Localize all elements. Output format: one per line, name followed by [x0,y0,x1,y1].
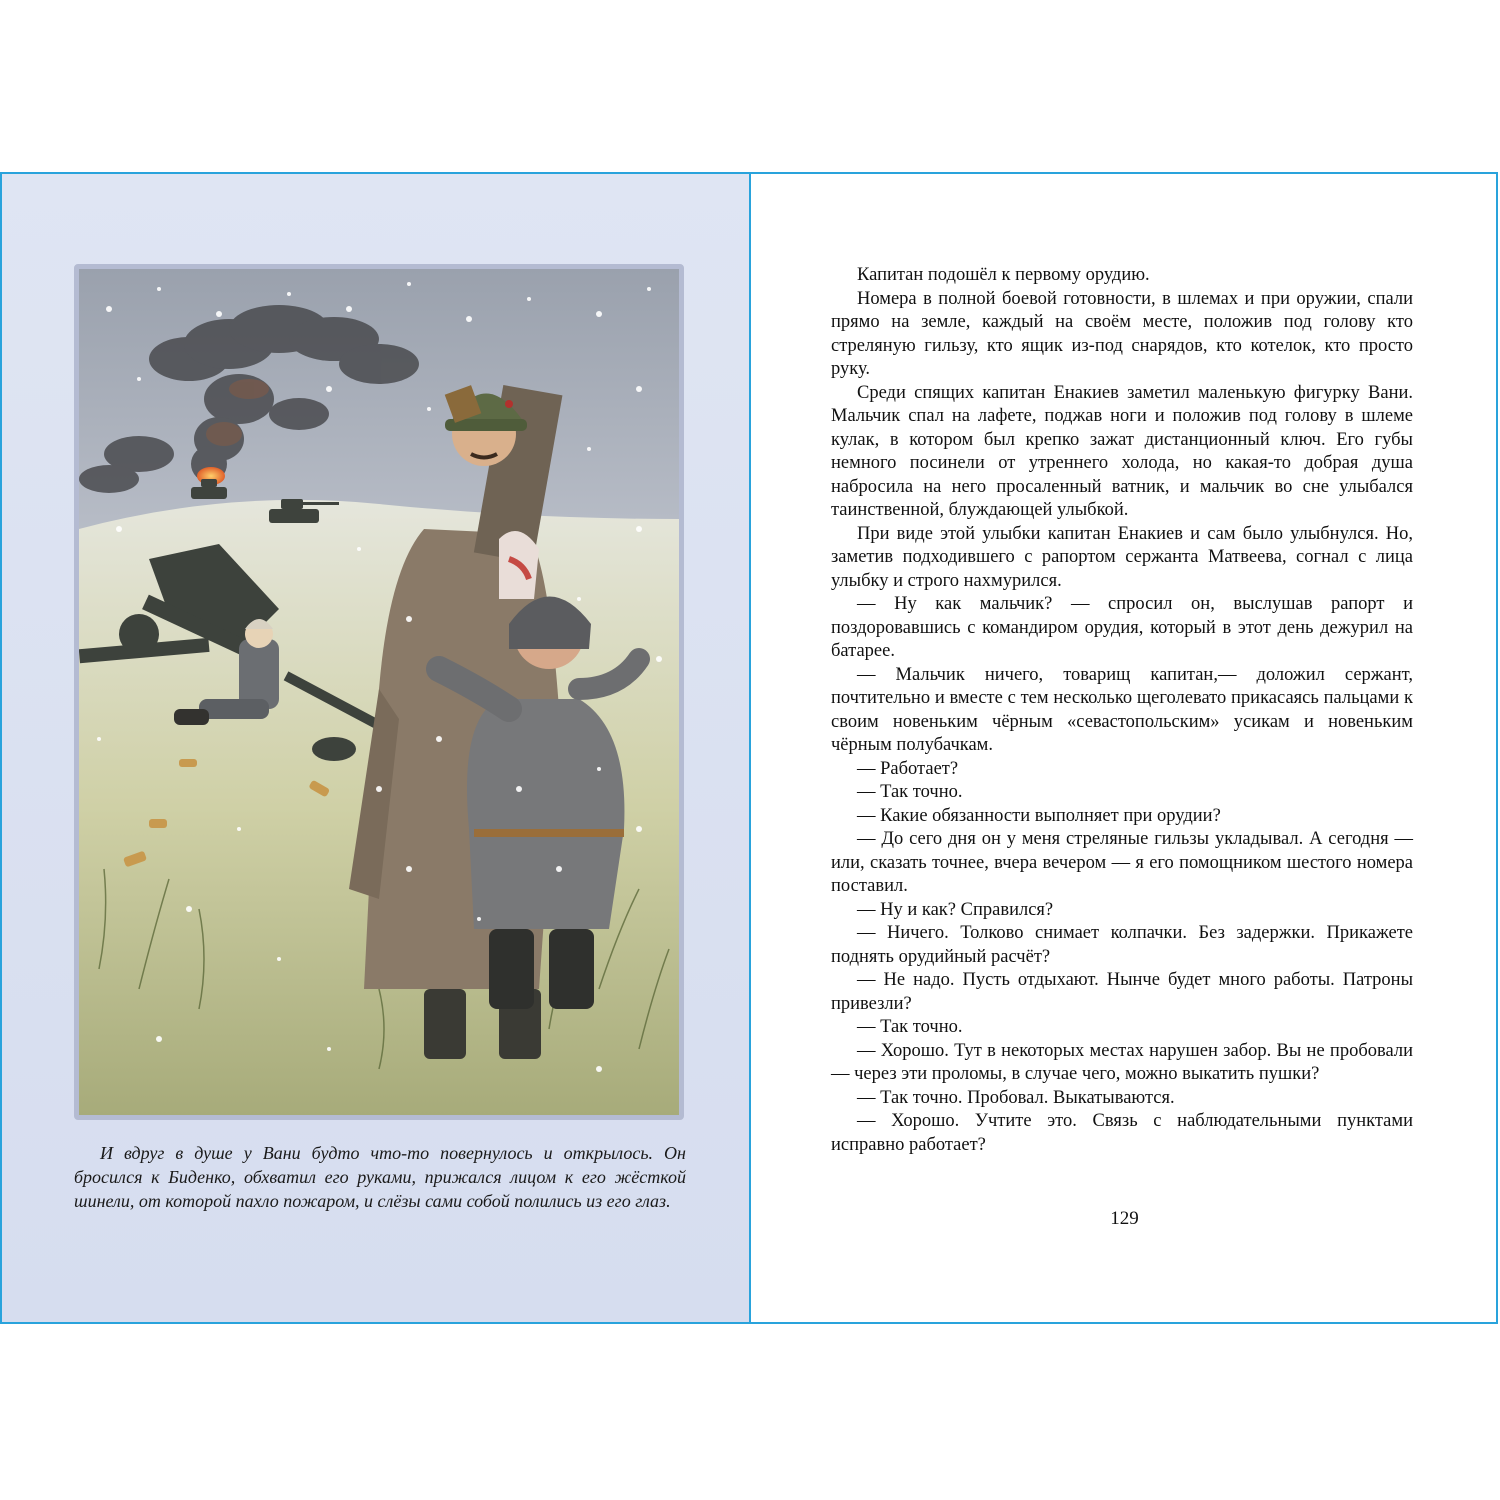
paragraph: — Ну и как? Справился? [857,899,1054,920]
paragraph: Капитан подошёл к первому орудию. [857,265,1150,285]
right-page [751,174,1498,1322]
page-number: 129 [1110,1208,1139,1229]
paragraph: — Мальчик ничего, товарищ капитан,— доложил сержант, почтительно и вместе с тем несколько щеголевато прикасаясь пальцами к своим новеньким чёрным «севастопольским» усикам и новеньким чёрным полубачкам. [831,664,1413,755]
paragraph: Номера в полной боевой готовности, в шлемах и при оружии, спали прямо на земле, каждый на своём месте, положив под голову кто стреляную гильзу, кто ящик из-под снарядов, кто котелок, кто просто руку. [831,288,1413,379]
book-spread [0,172,1498,1324]
paragraph: — Ничего. Толково снимает колпачки. Без задержки. Прикажете поднять орудийный расчёт? [831,923,1413,967]
body-text [831,264,1413,1157]
paragraph: — Хорошо. Учтите это. Связь с наблюдательными пунктами исправно работает? [831,1111,1413,1155]
illustration-frame [74,264,684,1120]
caption-text: И вдруг в душе у Вани будто что-то повернулось и открылось. Он бросился к Биденко, обхватил его руками, прижался лицом к его жёсткой шинели, от которой пахло пожаром, и слёзы сами собой полились из его глаз. [74,1143,686,1211]
war-scene-illustration [79,269,679,1115]
paragraph: — Не надо. Пусть отдыхают. Нынче будет много работы. Патроны привезли? [831,970,1413,1014]
paragraph: — До сего дня он у меня стреляные гильзы укладывал. А сегодня — или, сказать точнее, вчера вечером — я его помощником шестого номера поставил. [831,829,1413,896]
paragraph: — Работает? [857,758,959,779]
paragraph: — Ну как мальчик? — спросил он, выслушав рапорт и поздоровавшись с командиром орудия, который в этот день дежурил на батарее. [831,594,1413,661]
paragraph: — Так точно. [857,782,963,802]
paragraph: — Так точно. [857,1017,963,1037]
paragraph: При виде этой улыбки капитан Енакиев и сам было улыбнулся. Но, заметив подходившего с рапортом сержанта Матвеева, согнал с лица улыбку и строго нахмурился. [831,523,1413,591]
left-page [2,174,751,1322]
paragraph: — Какие обязанности выполняет при орудии? [857,805,1221,826]
paragraph: — Так точно. Пробовал. Выкатываются. [857,1087,1175,1108]
paragraph: — Хорошо. Тут в некоторых местах нарушен забор. Вы не пробовали — через эти проломы, в случае чего, можно выкатить пушки? [831,1040,1413,1084]
illustration-caption [74,1141,686,1213]
paragraph: Среди спящих капитан Енакиев заметил маленькую фигурку Вани. Мальчик спал на лафете, поджав ноги и положив под голову в шлеме кулак, в котором был крепко зажат дистанционный ключ. Его губы немного посинели от утреннего холода, но какая-то добрая душа набросила на него просаленный ватник, и мальчик во сне улыбался таинственной, блуждающей улыбкой. [831,382,1413,520]
